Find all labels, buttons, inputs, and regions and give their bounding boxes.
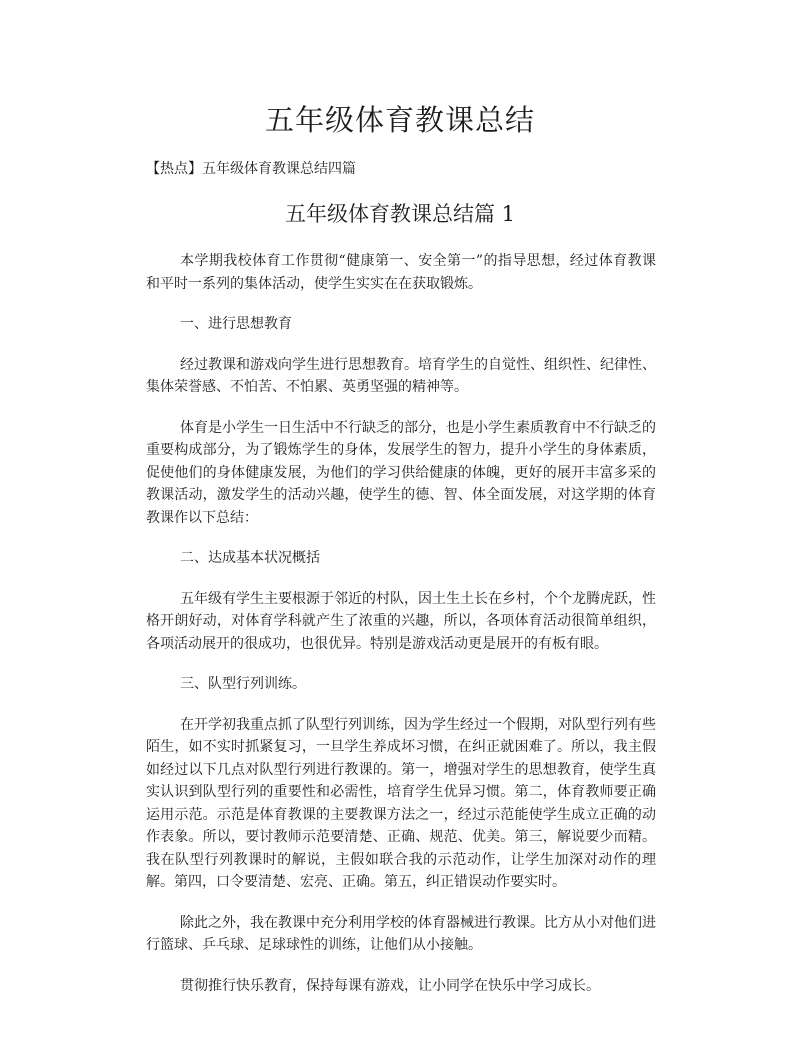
paragraph-pe-importance: 体育是小学生一日生活中不行缺乏的部分，也是小学生素质教育中不行缺乏的重要构成部分，为了锻炼学生的身体，发展学生的智力，提升小学生的身体素质，促使他们的身体健康发展，为他们的学习供给健康的体魄，更好的展开丰富多采的教课活动，激发学生的活动兴趣，使学生的德、智、体全面发展，对这学期的体育教课作以下总结： [146,419,656,526]
paragraph-intro: 本学期我校体育工作贯彻“健康第一、安全第一”的指导思想，经过体育教课和平时一系列的集体活动，使学生实实在在获取锻炼。 [146,253,656,292]
paragraph-formation-training: 在开学初我重点抓了队型行列训练，因为学生经过一个假期，对队型行列有些陌生，如不实时抓紧复习，一旦学生养成坏习惯，在纠正就困难了。所以，我主假如经过以下几点对队型行列进行教课的。第一，增强对学生的思想教育，使学生真实认识到队型行列的重要性和必需性，培育学生优异习惯。第二，体育教师要正确运用示范。示范是体育教课的主要教课方法之一，经过示范能使学生成立正确的动作表象。所以，要讨教师示范要清楚、正确、规范、优美。第三，解说要少而精。我在队型行列教课时的解说，主假如联合我的示范动作，让学生加深对动作的理解。第四，口令要清楚、宏亮、正确。第五，纠正错误动作要实时。 [146,716,656,890]
heading-thought-education: 一、进行思想教育 [180,316,292,332]
section-title: 五年级体育教课总结篇 1 [284,202,516,226]
document-body [146,250,656,997]
paragraph-equipment: 除此之外，我在教课中充分利用学校的体育器械进行教课。比方从小对他们进行篮球、乒乓球、足球球性的训练，让他们从小接触。 [146,914,656,953]
paragraph-basic-situation: 五年级有学生主要根源于邻近的村队，因土生土长在乡村，个个龙腾虎跃，性格开朗好动，对体育学科就产生了浓重的兴趣，所以，各项体育活动很简单组织，各项活动展开的很成功，也很优异。特别是游戏活动更是展开的有板有眼。 [146,590,656,652]
paragraph-thought-education: 经过教课和游戏向学生进行思想教育。培育学生的自觉性、组织性、纪律性、集体荣誉感、不怕苦、不怕累、英勇坚强的精神等。 [146,356,656,395]
hot-topic-line: 【热点】五年级体育教课总结四篇 [146,161,356,177]
heading-formation-training: 三、队型行列训练。 [180,676,306,692]
heading-basic-situation: 二、达成基本状况概括 [180,550,320,566]
document-title: 五年级体育教课总结 [264,103,535,137]
paragraph-happy-education: 贯彻推行快乐教育，保持每课有游戏，让小同学在快乐中学习成长。 [180,977,600,994]
